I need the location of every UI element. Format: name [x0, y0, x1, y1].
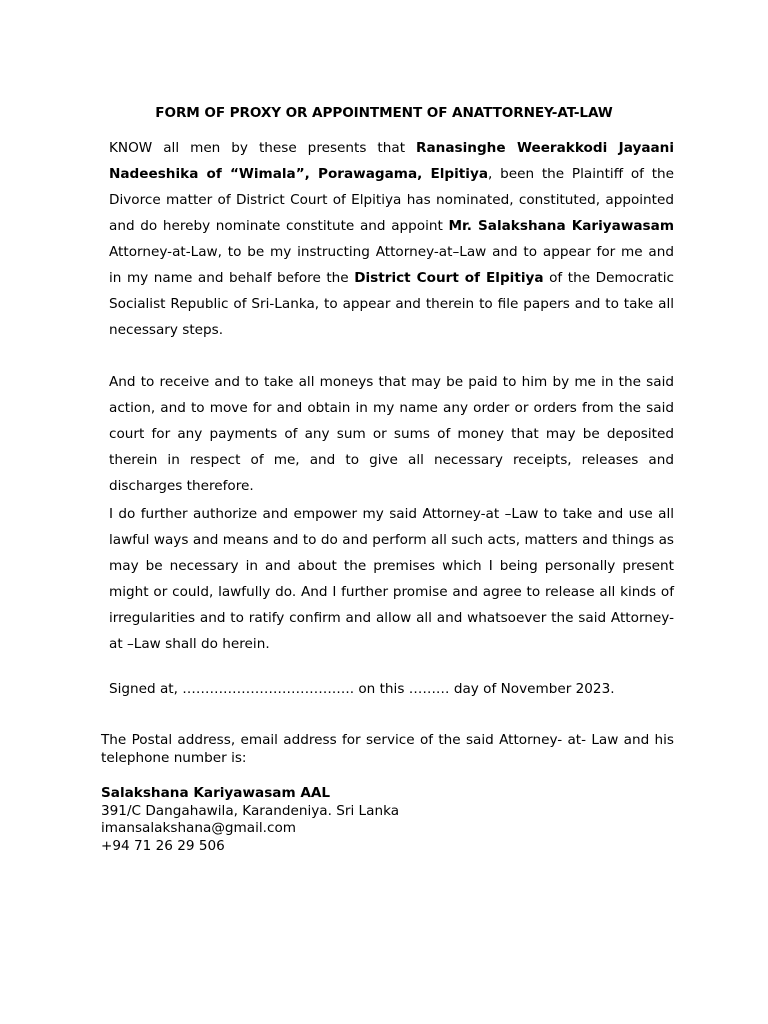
- moneys-paragraph: And to receive and to take all moneys that may be paid to him by me in the said action, and to move for and obtain in my name any order or orders from the said court for any payments of any sum or sums of money that may be deposited therein in respect of me, and to give all necessary receipts, releases and discharges therefore.: [109, 374, 674, 494]
- address-street: 391/C Dangahawila, Karandeniya. Sri Lanka: [101, 802, 400, 819]
- para1-text-4: of the Democratic Socialist Republic of Sri-Lanka, to appear and therein to file papers and to take all necessary steps.: [109, 270, 674, 338]
- address-name: Salakshana Kariyawasam AAL: [101, 785, 331, 801]
- address-email: imansalakshana@gmail.com: [101, 820, 297, 836]
- address-block: [101, 785, 399, 855]
- address-phone: +94 71 26 29 506: [101, 837, 225, 854]
- document-title: FORM OF PROXY OR APPOINTMENT OF ANATTORNEY-AT-LAW: [155, 105, 613, 121]
- para1-text-2: , been the Plaintiff of the Divorce matter of District Court of Elpitiya has nominated, constituted, appointed and do hereby nominate constitute and appoint: [109, 166, 674, 234]
- authorization-paragraph: I do further authorize and empower my said Attorney-at –Law to take and use all lawful ways and means and to do and perform all such acts, matters and things as may be necessary in and about the premises which I being personally present might or could, lawfully do. And I further promise and agree to release all kinds of irregularities and to ratify confirm and allow all and whatsoever the said Attorney-at –Law shall do herein.: [109, 506, 674, 652]
- para1-text-1: KNOW all men by these presents that: [109, 140, 417, 156]
- para1-text-3: Attorney-at-Law, to be my instructing Attorney-at–Law and to appear for me and in my name and behalf before the: [109, 244, 674, 286]
- attorney-name: Mr. Salakshana Kariyawasam: [448, 218, 674, 234]
- signed-line: Signed at, ……………………………….. on this ……… day of November 2023.: [109, 681, 615, 697]
- appointment-paragraph: [109, 135, 674, 343]
- court-name: District Court of Elpitiya: [354, 270, 544, 286]
- plaintiff-name: Ranasinghe Weerakkodi Jayaani Nadeeshika of “Wimala”, Porawagama, Elpitiya: [109, 140, 675, 182]
- postal-intro: The Postal address, email address for service of the said Attorney- at- Law and his telephone number is:: [101, 732, 674, 766]
